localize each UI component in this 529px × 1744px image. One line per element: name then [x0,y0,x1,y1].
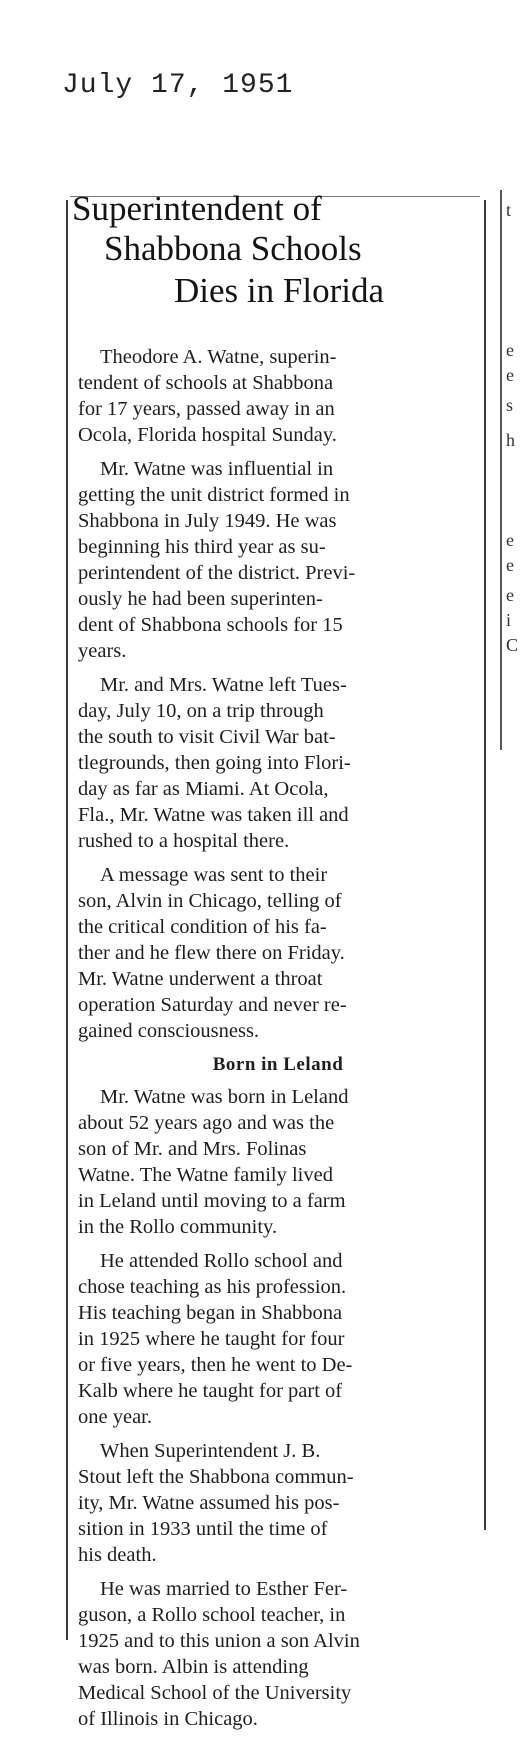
paragraph-line: ously he had been superinten- [78,588,323,610]
adjacent-column-rule [500,190,502,750]
paragraph-line: getting the unit district formed in [78,484,350,506]
paragraph-line: A message was sent to their [100,864,328,886]
article-paragraph [78,862,478,1044]
paragraph-line: tendent of schools at Shabbona [78,372,334,394]
paragraph-line: ther and he flew there on Friday. [78,942,345,964]
paragraph-line: Kalb where he taught for part of [78,1380,343,1402]
adjacent-column-character: C [506,635,519,655]
headline-line-2: Shabbona Schools [104,229,362,268]
paragraph-line: Stout left the Shabbona commun- [78,1466,354,1488]
article-section-2 [78,1084,478,1732]
subheading: Born in Leland [212,1054,344,1075]
article-paragraph [78,344,478,448]
adjacent-column-character: e [506,555,514,575]
paragraph-line: Watne. The Watne family lived [78,1164,333,1186]
article-paragraph [78,456,478,664]
paragraph-line: son of Mr. and Mrs. Folinas [78,1138,307,1160]
paragraph-line: years. [78,640,127,662]
article-section-1 [78,344,478,1044]
paragraph-line: was born. Albin is attending [78,1656,309,1678]
paragraph-line: Ocola, Florida hospital Sunday. [78,424,337,446]
paragraph-line: the south to visit Civil War bat- [78,726,336,748]
paragraph-line: guson, a Rollo school teacher, in [78,1604,346,1626]
paragraph-line: Medical School of the University [78,1682,352,1704]
paragraph-line: or five years, then he went to De- [78,1354,353,1376]
paragraph-line: 1925 and to this union a son Alvin [78,1630,360,1652]
paragraph-line: Mr. Watne was influential in [100,458,334,480]
paragraph-line: Mr. Watne underwent a throat [78,968,323,990]
adjacent-column-character: e [506,530,514,550]
paragraph-line: rushed to a hospital there. [78,830,290,852]
paragraph-line: Theodore A. Watne, superin- [100,346,337,368]
paragraph-line: perintendent of the district. Previ- [78,562,356,584]
paragraph-line: Shabbona in July 1949. He was [78,510,337,532]
paragraph-line: day as far as Miami. At Ocola, [78,778,329,800]
paragraph-line: dent of Shabbona schools for 15 [78,614,343,636]
paragraph-line: for 17 years, passed away in an [78,398,335,420]
paragraph-line: of Illinois in Chicago. [78,1708,258,1730]
adjacent-column-edge [494,190,524,750]
paragraph-line: He was married to Esther Fer- [100,1578,348,1600]
paragraph-line: Mr. Watne was born in Leland [100,1086,349,1108]
paragraph-line: in Leland until moving to a farm [78,1190,346,1212]
paragraph-line: When Superintendent J. B. [100,1440,321,1462]
paragraph-line: Fla., Mr. Watne was taken ill and [78,804,349,826]
adjacent-column-character: e [506,340,514,360]
paragraph-line: beginning his third year as su- [78,536,326,558]
adjacent-column-character: h [506,430,515,450]
article-body [78,344,478,1740]
newspaper-clipping [66,189,472,1730]
paragraph-line: one year. [78,1406,152,1428]
clipping-date: July 17, 1951 [62,70,294,101]
paragraph-line: His teaching began in Shabbona [78,1302,343,1324]
article-paragraph [78,1248,478,1430]
paragraph-line: ity, Mr. Watne assumed his pos- [78,1492,340,1514]
headline-line-3: Dies in Florida [174,271,384,310]
article-paragraph [78,1438,478,1568]
paragraph-line: in the Rollo community. [78,1216,278,1238]
paragraph-line: in 1925 where he taught for four [78,1328,345,1350]
paragraph-line: chose teaching as his profession. [78,1276,347,1298]
adjacent-column-character: e [506,365,514,385]
left-column-rule [66,200,68,1640]
headline-line-1: Superintendent of [72,189,322,228]
paragraph-line: the critical condition of his fa- [78,916,327,938]
adjacent-column-character: t [506,200,512,220]
paragraph-line: tlegrounds, then going into Flori- [78,752,351,774]
paragraph-line: Mr. and Mrs. Watne left Tues- [100,674,347,696]
paragraph-line: sition in 1933 until the time of [78,1518,328,1540]
article-paragraph [78,672,478,854]
adjacent-column-character: i [506,610,512,630]
article-paragraph [78,1084,478,1240]
right-column-rule [484,200,486,1530]
paragraph-line: about 52 years ago and was the [78,1112,335,1134]
paragraph-line: He attended Rollo school and [100,1250,343,1272]
article-paragraph [78,1576,478,1732]
paragraph-line: operation Saturday and never re- [78,994,347,1016]
paragraph-line: day, July 10, on a trip through [78,700,324,722]
paragraph-line: gained consciousness. [78,1020,260,1042]
paragraph-line: his death. [78,1544,157,1566]
adjacent-column-character: s [506,395,514,415]
paragraph-line: son, Alvin in Chicago, telling of [78,890,342,912]
adjacent-column-character: e [506,585,514,605]
